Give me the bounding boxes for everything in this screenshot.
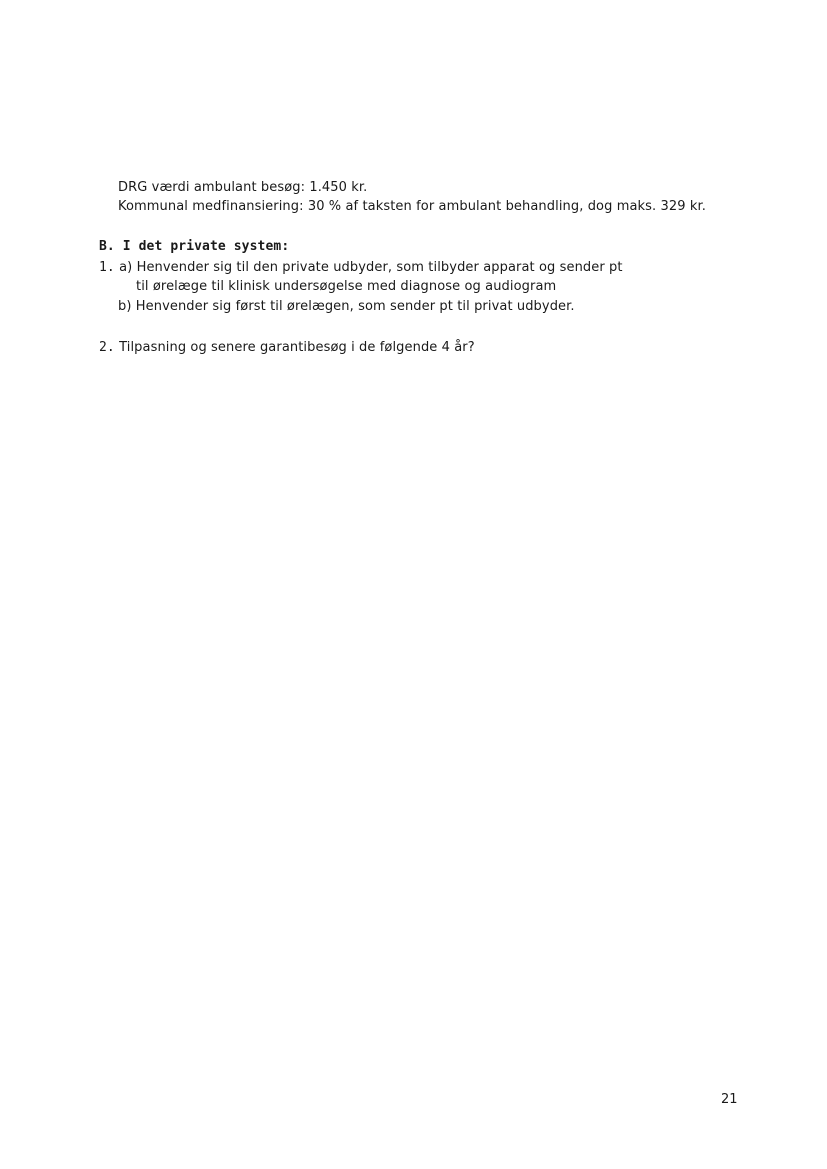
item-1a-text-line1: Henvender sig til den private udbyder, som tilbyder apparat og sender pt	[136, 260, 623, 275]
drg-line: DRG værdi ambulant besøg: 1.450 kr.	[118, 180, 368, 195]
kommunal-line: Kommunal medfinansiering: 30 % af taksten for ambulant behandling, dog maks. 329 kr.	[118, 199, 706, 214]
section-b-heading: B. I det private system:	[99, 239, 290, 254]
list-item-1b	[118, 299, 575, 315]
item-1b-text: Henvender sig først til ørelægen, som sender pt til privat udbyder.	[135, 299, 575, 314]
item-1a-label: a)	[119, 260, 133, 275]
item-1-number: 1.	[99, 260, 115, 275]
page-number: 21	[721, 1092, 738, 1107]
item-2-number: 2.	[99, 340, 115, 355]
item-2-text: Tilpasning og senere garantibesøg i de følgende 4 år?	[119, 340, 475, 355]
item-1a-text-line2: til ørelæge til klinisk undersøgelse med diagnose og audiogram	[136, 279, 557, 294]
list-item-2	[99, 340, 475, 356]
item-1b-label: b)	[118, 299, 132, 314]
list-item-1a	[99, 260, 623, 276]
